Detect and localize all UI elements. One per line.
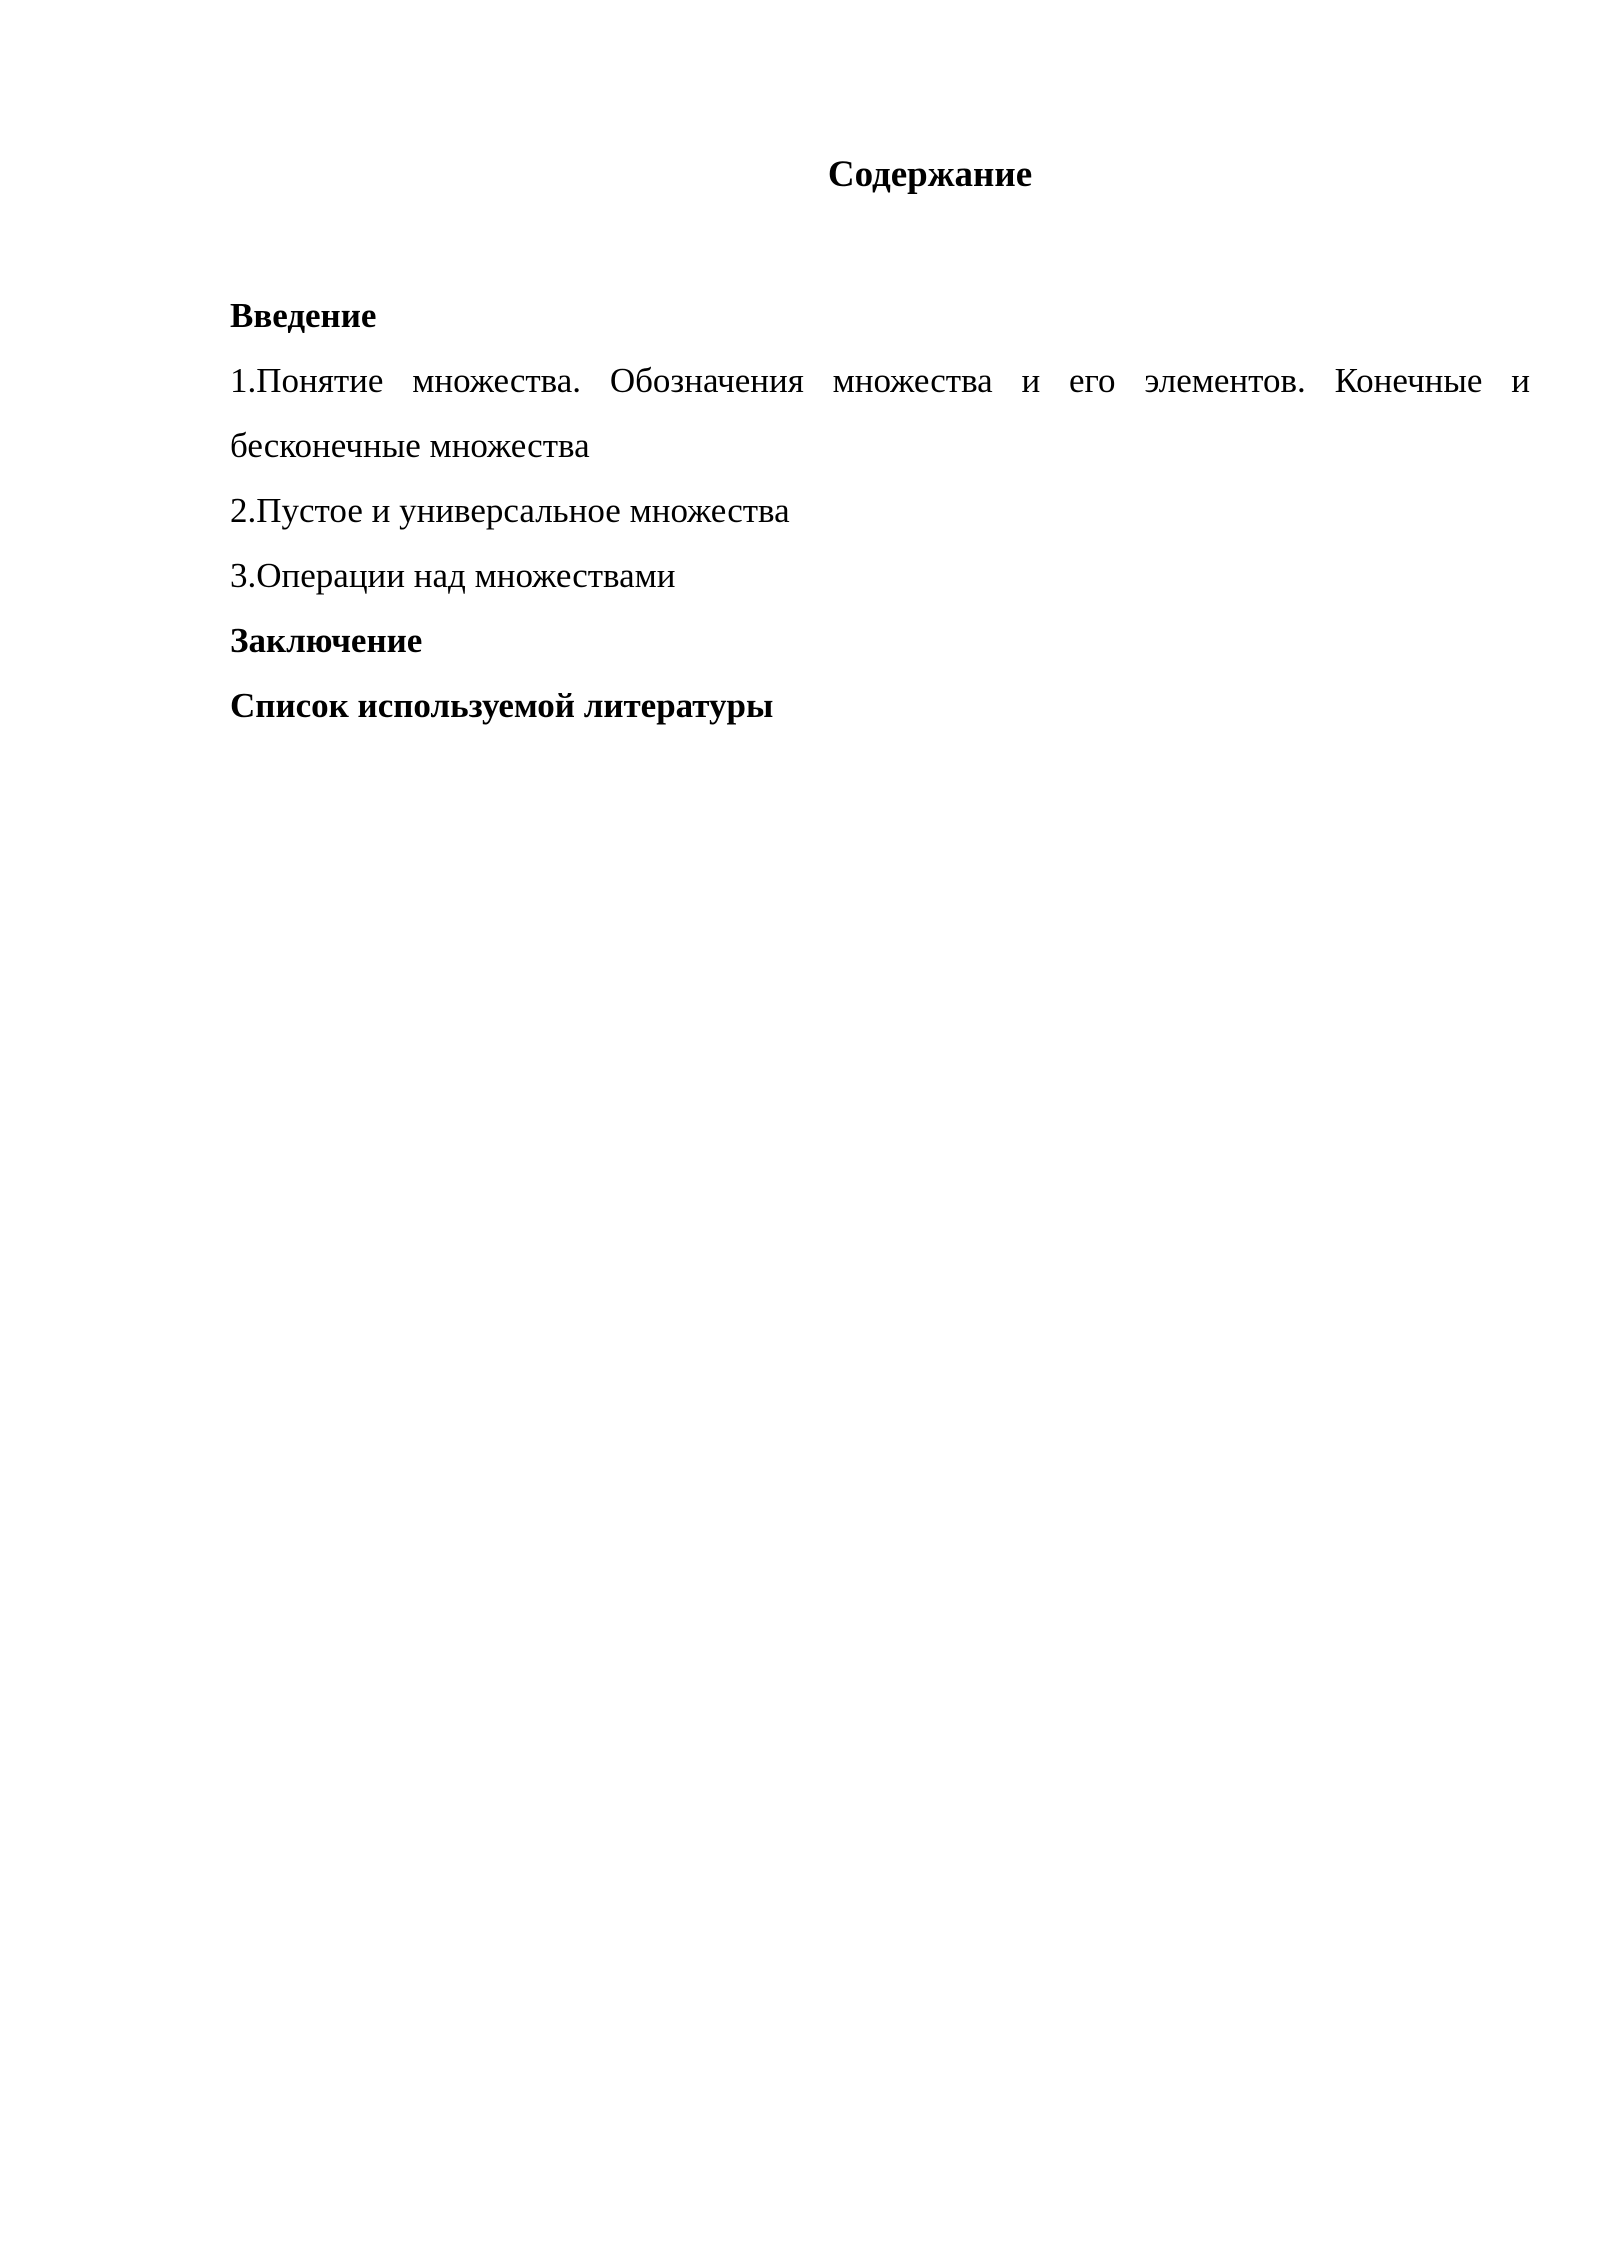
toc-item-conclusion: Заключение (230, 621, 423, 660)
page-title: Содержание (827, 154, 1033, 195)
table-of-contents (230, 283, 1530, 738)
toc-item-references: Список используемой литературы (230, 686, 774, 725)
toc-item-section-2: 2.Пустое и универсальное множества (230, 491, 790, 530)
toc-item-intro: Введение (230, 296, 377, 335)
toc-item-section-3: 3.Операции над множествами (230, 556, 676, 595)
toc-item-section-1: 1.Понятие множества. Обозначения множества и его элементов. Конечные и бесконечные множества (230, 361, 1530, 465)
